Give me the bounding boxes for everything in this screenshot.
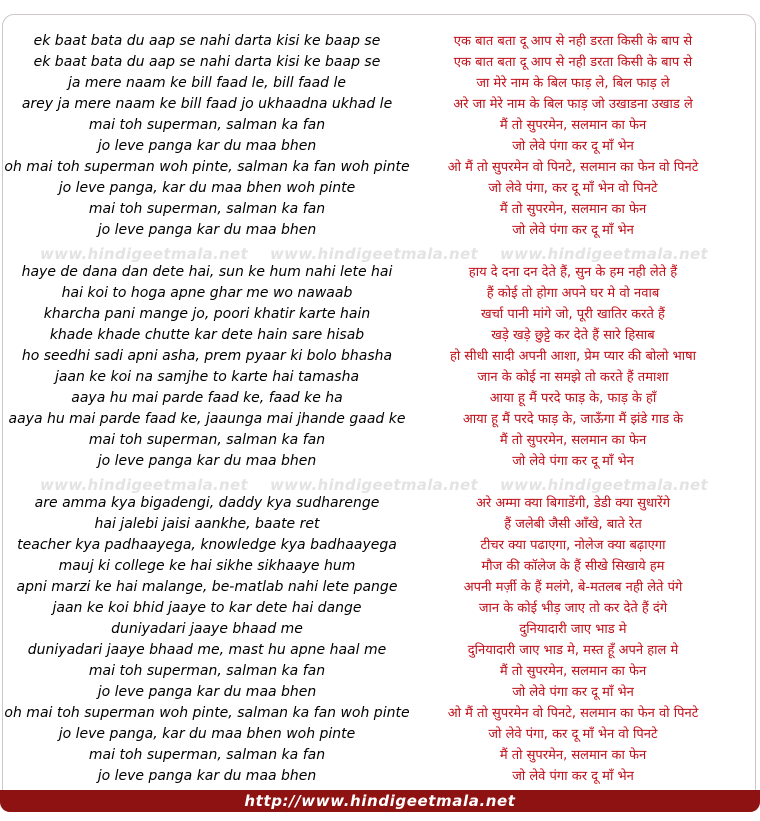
lyric-line-english: apni marzi ke hai malange, be-matlab nahi lete pange [16, 579, 398, 595]
footer-bar [0, 790, 760, 812]
lyric-line [0, 619, 760, 640]
lyric-line [0, 94, 760, 115]
lyric-line-english: ek baat bata du aap se nahi darta kisi ke baap se [33, 33, 381, 49]
lyric-line-hindi: आया हू मैं परदे फाड़ के, जाऊँगा मैं झंडे गाड के [462, 412, 684, 427]
lyric-line [0, 388, 760, 409]
lyric-line [0, 451, 760, 472]
lyric-line [0, 577, 760, 598]
lyric-line-hindi: मैं तो सुपरमेन, सलमान का फेन [499, 748, 647, 763]
lyric-line [0, 367, 760, 388]
lyric-line-english: jo leve panga kar du maa bhen [97, 684, 317, 700]
lyric-line [0, 199, 760, 220]
lyric-line-english: oh mai toh superman woh pinte, salman ka fan woh pinte [4, 705, 410, 721]
lyric-line-hindi: आया हू मैं परदे फाड़ के, फाड़ के हाँ [489, 391, 657, 406]
lyric-line-hindi: जो लेवे पंगा कर दू माँ भेन [512, 139, 634, 154]
lyric-line [0, 724, 760, 745]
watermark-text: www.hindigeetmala.net [270, 245, 478, 263]
lyric-line [0, 703, 760, 724]
lyric-line-hindi: हैं कोई तो होगा अपने घर मे वो नवाब [486, 286, 660, 301]
lyric-line-english: mai toh superman, salman ka fan [88, 663, 326, 679]
lyric-line [0, 157, 760, 178]
lyric-line-hindi: मैं तो सुपरमेन, सलमान का फेन [499, 118, 647, 133]
lyric-line [0, 52, 760, 73]
lyric-line-english: mai toh superman, salman ka fan [88, 432, 326, 448]
lyric-line-hindi: अरे अम्मा क्या बिगाडेंगी, डेडी क्या सुधारेंगे [475, 496, 671, 511]
watermark-row [0, 245, 760, 265]
lyric-line-hindi: जान के कोई ना समझे तो करते हैं तमाशा [477, 370, 669, 385]
lyric-line-hindi: हाय दे दना दन देते हैं, सुन के हम नही लेते हैं [468, 265, 678, 280]
lyric-line-hindi: जो लेवे पंगा, कर दू माँ भेन वो पिनटे [488, 181, 658, 196]
watermark-row [0, 476, 760, 496]
lyric-line [0, 178, 760, 199]
lyric-line-hindi: जो लेवे पंगा कर दू माँ भेन [512, 223, 634, 238]
lyric-line-hindi: दुनियादारी जाए भाड मे [519, 622, 627, 637]
lyric-line-hindi: ओ मैं तो सुपरमेन वो पिनटे, सलमान का फेन वो पिनटे [447, 706, 699, 721]
lyric-line-hindi: अपनी मर्ज़ी के हैं मलंगे, बे-मतलब नही लेते पंगे [463, 580, 683, 595]
lyric-line-hindi: एक बात बता दू आप से नही डरता किसी के बाप से [453, 55, 693, 70]
lyric-line-english: jo leve panga kar du maa bhen [97, 222, 317, 238]
lyric-line-hindi: हैं जलेबी जैसी आँखे, बाते रेत [504, 517, 642, 532]
lyric-line [0, 745, 760, 766]
lyric-line-hindi: जान के कोई भीड़ जाए तो कर देते हैं दंगे [478, 601, 668, 616]
lyric-line-hindi: हो सीधी सादी अपनी आशा, प्रेम प्यार की बोलो भाषा [450, 349, 696, 364]
lyric-line [0, 136, 760, 157]
lyric-line-hindi: जा मेरे नाम के बिल फाड़ ले, बिल फाड़ ले [476, 76, 670, 91]
lyric-line [0, 304, 760, 325]
lyric-line [0, 640, 760, 661]
lyric-line [0, 325, 760, 346]
lyric-line-hindi: मैं तो सुपरमेन, सलमान का फेन [499, 202, 647, 217]
lyric-line [0, 283, 760, 304]
lyric-line [0, 661, 760, 682]
lyric-line-english: oh mai toh superman woh pinte, salman ka fan woh pinte [4, 159, 410, 175]
lyric-line-english: ja mere naam ke bill faad le, bill faad le [67, 75, 347, 91]
lyric-line [0, 430, 760, 451]
lyric-line-hindi: मैं तो सुपरमेन, सलमान का फेन [499, 664, 647, 679]
lyric-line [0, 598, 760, 619]
lyric-line-english: jo leve panga, kar du maa bhen woh pinte [58, 726, 356, 742]
lyric-line-hindi: अरे जा मेरे नाम के बिल फाड़ जो उखाडना उखाड ले [453, 97, 693, 112]
lyric-line-english: teacher kya padhaayega, knowledge kya badhaayega [17, 537, 397, 553]
lyric-line-hindi: मौज की कॉलेज के हैं सीखे सिखाये हम [481, 559, 665, 574]
lyric-line-hindi: दुनियादारी जाए भाड मे, मस्त हूँ अपने हाल मे [467, 643, 679, 658]
lyric-line-hindi: जो लेवे पंगा कर दू माँ भेन [512, 769, 634, 784]
lyric-line-english: mai toh superman, salman ka fan [88, 117, 326, 133]
lyric-line [0, 535, 760, 556]
lyric-line [0, 73, 760, 94]
watermark-text: www.hindigeetmala.net [500, 476, 708, 494]
lyric-line-hindi: जो लेवे पंगा कर दू माँ भेन [512, 685, 634, 700]
lyric-line [0, 31, 760, 52]
lyric-line-english: ho seedhi sadi apni asha, prem pyaar ki bolo bhasha [21, 348, 393, 364]
lyric-line-english: mauj ki college ke hai sikhe sikhaaye hum [58, 558, 356, 574]
lyric-line-hindi: खड़े खड़े छुट्टे कर देते हैं सारे हिसाब [491, 328, 655, 343]
lyric-line [0, 766, 760, 787]
watermark-text: www.hindigeetmala.net [270, 476, 478, 494]
lyric-line-english: hai jalebi jaisi aankhe, baate ret [94, 516, 320, 532]
lyric-line-english: jaan ke koi na samjhe to karte hai tamasha [54, 369, 360, 385]
lyric-line-english: are amma kya bigadengi, daddy kya sudharenge [34, 495, 380, 511]
lyric-line [0, 220, 760, 241]
lyric-line-hindi: जो लेवे पंगा कर दू माँ भेन [512, 454, 634, 469]
watermark-text: www.hindigeetmala.net [40, 245, 248, 263]
lyric-line [0, 514, 760, 535]
lyric-line-english: kharcha pani mange jo, poori khatir karte hain [43, 306, 371, 322]
lyric-line [0, 115, 760, 136]
lyric-line-english: aaya hu mai parde faad ke, jaaunga mai jhande gaad ke [8, 411, 406, 427]
lyric-line-english: arey ja mere naam ke bill faad jo ukhaadna ukhad le [21, 96, 393, 112]
lyric-line [0, 262, 760, 283]
lyric-line-english: mai toh superman, salman ka fan [88, 747, 326, 763]
lyric-line-hindi: जो लेवे पंगा, कर दू माँ भेन वो पिनटे [488, 727, 658, 742]
lyric-line-english: ek baat bata du aap se nahi darta kisi ke baap se [33, 54, 381, 70]
watermark-text: www.hindigeetmala.net [500, 245, 708, 263]
lyric-line-english: aaya hu mai parde faad ke, faad ke ha [71, 390, 343, 406]
lyric-line-english: jo leve panga, kar du maa bhen woh pinte [58, 180, 356, 196]
lyric-line-english: haye de dana dan dete hai, sun ke hum nahi lete hai [21, 264, 393, 280]
lyric-line-english: mai toh superman, salman ka fan [88, 201, 326, 217]
lyric-line-hindi: खर्चा पानी मांगे जो, पूरी खातिर करते हैं [481, 307, 665, 322]
lyric-line [0, 409, 760, 430]
footer-url-link[interactable]: http://www.hindigeetmala.net [244, 792, 516, 810]
lyric-line [0, 493, 760, 514]
lyric-line-english: khade khade chutte kar dete hain sare hisab [49, 327, 365, 343]
lyric-line [0, 682, 760, 703]
lyric-line-hindi: एक बात बता दू आप से नही डरता किसी के बाप से [453, 34, 693, 49]
lyric-line-english: hai koi to hoga apne ghar me wo nawaab [61, 285, 353, 301]
lyric-line [0, 556, 760, 577]
lyric-line-hindi: मैं तो सुपरमेन, सलमान का फेन [499, 433, 647, 448]
lyric-line-english: duniyadari jaaye bhaad me, mast hu apne haal me [27, 642, 387, 658]
lyric-line-hindi: टीचर क्या पढाएगा, नोलेज क्या बढ़ाएगा [480, 538, 666, 553]
lyric-line-english: duniyadari jaaye bhaad me [111, 621, 303, 637]
lyric-line [0, 346, 760, 367]
lyric-line-english: jo leve panga kar du maa bhen [97, 768, 317, 784]
lyric-line-english: jaan ke koi bhid jaaye to kar dete hai dange [52, 600, 362, 616]
watermark-text: www.hindigeetmala.net [40, 476, 248, 494]
lyric-line-english: jo leve panga kar du maa bhen [97, 138, 317, 154]
lyric-line-english: jo leve panga kar du maa bhen [97, 453, 317, 469]
lyric-line-hindi: ओ मैं तो सुपरमेन वो पिनटे, सलमान का फेन वो पिनटे [447, 160, 699, 175]
